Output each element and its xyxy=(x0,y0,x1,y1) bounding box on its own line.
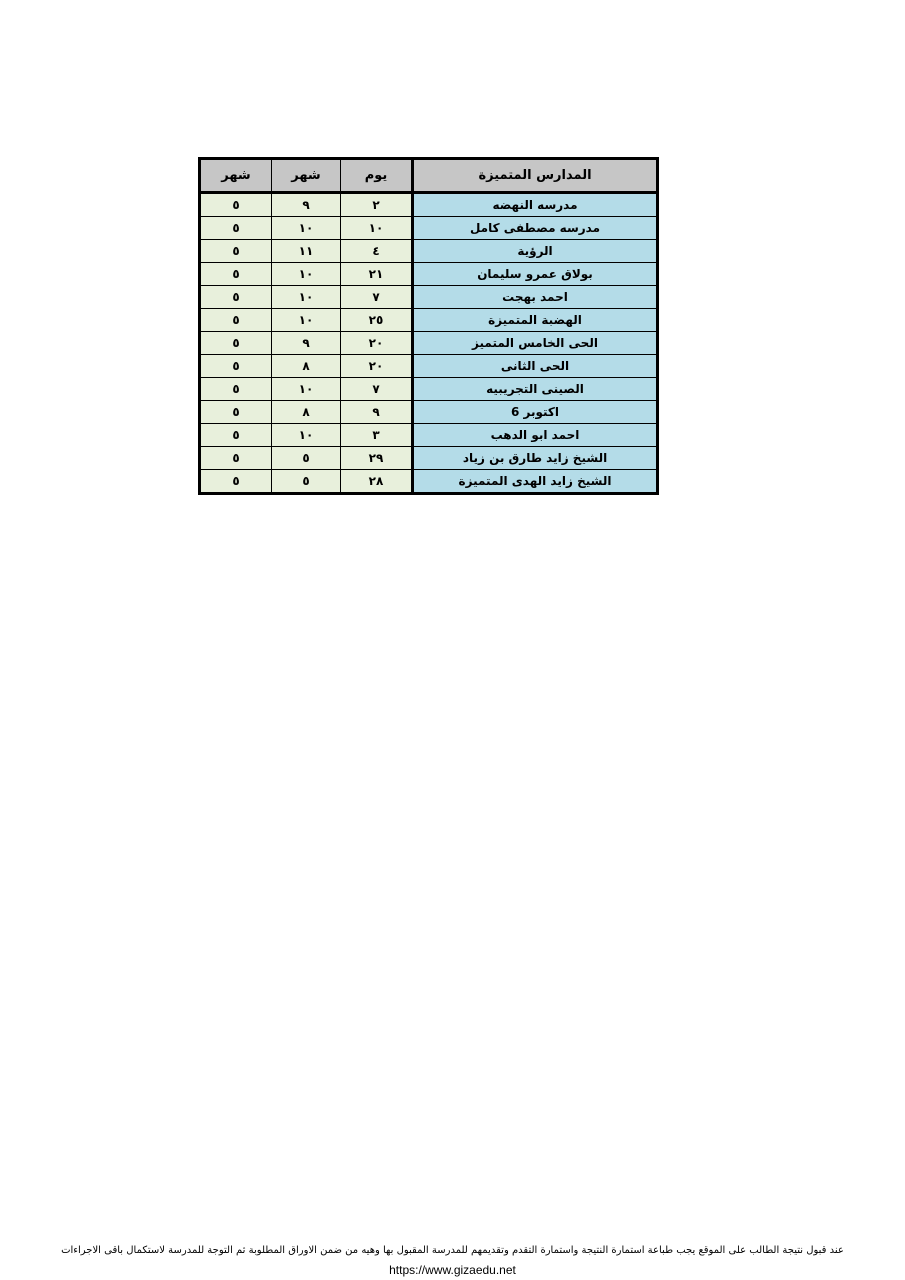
school-name-cell: الهضبة المتميزة xyxy=(413,309,658,332)
month-1-cell: ٨ xyxy=(272,355,341,378)
day-cell: ٢ xyxy=(341,193,413,217)
table-header-row xyxy=(200,159,658,193)
school-name-cell: احمد بهجت xyxy=(413,286,658,309)
month-1-cell: ١٠ xyxy=(272,424,341,447)
month-1-cell: ١٠ xyxy=(272,378,341,401)
month-2-cell: ٥ xyxy=(200,355,272,378)
month-2-cell: ٥ xyxy=(200,332,272,355)
day-cell: ٢٠ xyxy=(341,355,413,378)
footer-url: https://www.gizaedu.net xyxy=(389,1263,516,1277)
day-cell: ٧ xyxy=(341,378,413,401)
school-name-cell: الشيخ زايد الهدى المتميزة xyxy=(413,470,658,494)
table-body xyxy=(200,193,658,494)
schools-table xyxy=(198,157,659,495)
school-name-cell: احمد ابو الدهب xyxy=(413,424,658,447)
day-cell: ٢٨ xyxy=(341,470,413,494)
school-name-cell: مدرسه النهضه xyxy=(413,193,658,217)
school-name-cell: الحى الخامس المتميز xyxy=(413,332,658,355)
table-row xyxy=(200,470,658,494)
header-school-name: المدارس المتميزة xyxy=(413,159,658,193)
month-1-cell: ١١ xyxy=(272,240,341,263)
header-month-2: شهر xyxy=(200,159,272,193)
month-2-cell: ٥ xyxy=(200,240,272,263)
month-1-cell: ١٠ xyxy=(272,263,341,286)
school-name-cell: الرؤية xyxy=(413,240,658,263)
table-row xyxy=(200,378,658,401)
month-2-cell: ٥ xyxy=(200,378,272,401)
month-1-cell: ٥ xyxy=(272,470,341,494)
day-cell: ٣ xyxy=(341,424,413,447)
table-row xyxy=(200,263,658,286)
month-1-cell: ١٠ xyxy=(272,217,341,240)
table-row xyxy=(200,217,658,240)
table-row xyxy=(200,332,658,355)
month-2-cell: ٥ xyxy=(200,401,272,424)
month-1-cell: ٨ xyxy=(272,401,341,424)
school-name-cell: الصينى التجريبيه xyxy=(413,378,658,401)
month-2-cell: ٥ xyxy=(200,286,272,309)
day-cell: ٢٥ xyxy=(341,309,413,332)
month-2-cell: ٥ xyxy=(200,470,272,494)
table-row xyxy=(200,240,658,263)
month-1-cell: ٩ xyxy=(272,193,341,217)
school-name-cell: مدرسه مصطفى كامل xyxy=(413,217,658,240)
table-row xyxy=(200,286,658,309)
header-month-1: شهر xyxy=(272,159,341,193)
month-1-cell: ١٠ xyxy=(272,309,341,332)
day-cell: ٢١ xyxy=(341,263,413,286)
school-name-cell: الشيخ زايد طارق بن زياد xyxy=(413,447,658,470)
header-day: يوم xyxy=(341,159,413,193)
school-name-cell: الحى الثانى xyxy=(413,355,658,378)
footer-note: عند قبول نتيجة الطالب على الموقع يجب طباعة استمارة النتيجة واستمارة التقدم وتقديمهم للمدرسة المقبول بها وهيه من ضمن الاوراق المطلوبة ثم التوجة للمدرسة لاستكمال باقى الاجراءات xyxy=(61,1245,844,1256)
month-2-cell: ٥ xyxy=(200,447,272,470)
school-name-cell: اكتوبر 6 xyxy=(413,401,658,424)
month-1-cell: ٥ xyxy=(272,447,341,470)
table-row xyxy=(200,447,658,470)
month-1-cell: ٩ xyxy=(272,332,341,355)
table-row xyxy=(200,355,658,378)
day-cell: ٢٩ xyxy=(341,447,413,470)
table-row xyxy=(200,401,658,424)
month-2-cell: ٥ xyxy=(200,263,272,286)
month-2-cell: ٥ xyxy=(200,424,272,447)
day-cell: ٢٠ xyxy=(341,332,413,355)
table-row xyxy=(200,424,658,447)
month-2-cell: ٥ xyxy=(200,193,272,217)
month-2-cell: ٥ xyxy=(200,309,272,332)
month-2-cell: ٥ xyxy=(200,217,272,240)
day-cell: ١٠ xyxy=(341,217,413,240)
day-cell: ٧ xyxy=(341,286,413,309)
table-row xyxy=(200,309,658,332)
day-cell: ٤ xyxy=(341,240,413,263)
month-1-cell: ١٠ xyxy=(272,286,341,309)
day-cell: ٩ xyxy=(341,401,413,424)
school-name-cell: بولاق عمرو سليمان xyxy=(413,263,658,286)
table-row xyxy=(200,193,658,217)
